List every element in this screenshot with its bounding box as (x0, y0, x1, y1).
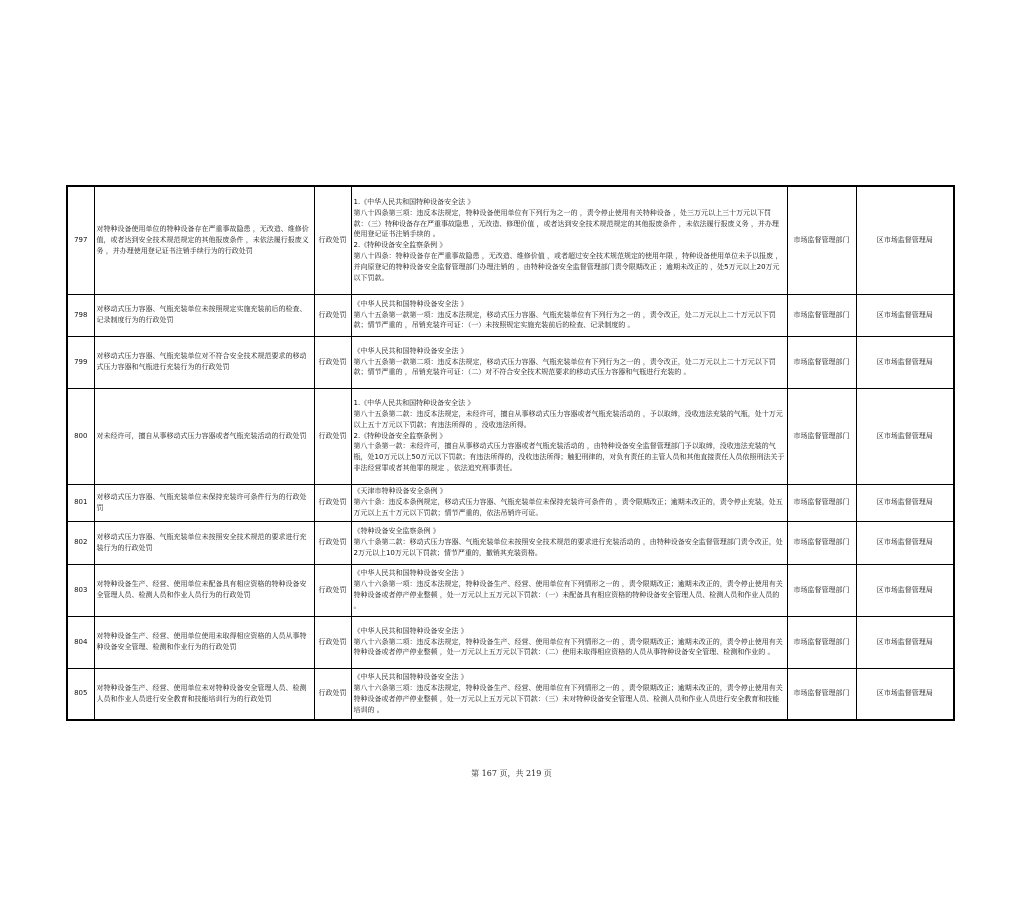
legal-basis: 《中华人民共和国特种设备安全法 》 第八十六条第一项：违反本法规定，特种设备生产、经营、使用单位有下列情形之一的 ，责令限期改正；逾期未改正的，责令停止使用有关特种设备或者停产停业整顿 ，处一万元以上五万元以下罚款：（一）未配备具有相应资格的特种设备安全管理人员、检测人员和作业人员的 。 (351, 564, 787, 616)
item-name: 对移动式压力容器、气瓶充装单位对不符合安全技术规范要求的移动式压力容器和气瓶进行充装行为的行政处罚 (94, 336, 314, 388)
table-row (67, 388, 954, 484)
implementing-level: 区市场监督管理局 (856, 564, 954, 616)
regulation-table (66, 185, 955, 721)
item-name: 对特种设备生产、经营、使用单位未对特种设备安全管理人员、检测人员和作业人员进行安全教育和技能培训行为的行政处罚 (94, 668, 314, 720)
item-name: 对特种设备生产、经营、使用单位未配备具有相应资格的特种设备安全管理人员、检测人员和作业人员行为的行政处罚 (94, 564, 314, 616)
row-number: 805 (67, 668, 94, 720)
legal-basis: 《中华人民共和国特种设备安全法 》 第八十五条第一款第一项：违反本法规定，移动式压力容器、气瓶充装单位有下列行为之一的 ，责令改正，处二万元以上二十万元以下罚款；情节严重的 ，吊销充装许可证：（一）未按照规定实施充装前后的检查、记录制度的 。 (351, 294, 787, 336)
row-number: 803 (67, 564, 94, 616)
legal-basis: 《中华人民共和国特种设备安全法 》 第八十六条第三项：违反本法规定，特种设备生产、经营、使用单位有下列情形之一的 ，责令限期改正；逾期未改正的，责令停止使用有关特种设备或者停产停业整顿 ，处一万元以上五万元以下罚款：（三）未对特种设备安全管理人员、检测人员和作业人员进行安全教育和技能培训的 。 (351, 668, 787, 720)
implementing-level: 区市场监督管理局 (856, 616, 954, 668)
row-number: 799 (67, 336, 94, 388)
item-type: 行政处罚 (314, 668, 351, 720)
legal-basis: 《中华人民共和国特种设备安全法 》 第八十六条第二项：违反本法规定，特种设备生产、经营、使用单位有下列情形之一的 ，责令限期改正；逾期未改正的，责令停止使用有关特种设备或者停产停业整顿 ，处一万元以上五万元以下罚款：（二）使用未取得相应资格的人员从事特种设备安全管理、检测和作业的 。 (351, 616, 787, 668)
department: 市场监督管理部门 (787, 616, 856, 668)
table-row (67, 186, 954, 294)
item-name: 对移动式压力容器、气瓶充装单位未保持充装许可条件行为的行政处罚 (94, 484, 314, 521)
row-number: 797 (67, 186, 94, 294)
item-type: 行政处罚 (314, 294, 351, 336)
item-type: 行政处罚 (314, 484, 351, 521)
table-row (67, 616, 954, 668)
table-body (67, 186, 954, 720)
implementing-level: 区市场监督管理局 (856, 668, 954, 720)
row-number: 801 (67, 484, 94, 521)
item-name: 对特种设备生产、经营、使用单位使用未取得相应资格的人员从事特种设备安全管理、检测和作业行为的行政处罚 (94, 616, 314, 668)
item-type: 行政处罚 (314, 564, 351, 616)
department: 市场监督管理部门 (787, 668, 856, 720)
department: 市场监督管理部门 (787, 484, 856, 521)
legal-basis: 1.《中华人民共和国特种设备安全法 》 第八十四条第三项：违反本法规定，特种设备使用单位有下列行为之一的 ，责令停止使用有关特种设备 ，处三万元以上三十万元以下罚款：（三）特种设备存在严重事故隐患 ，无改造、修理价值 ，或者达到安全技术规范规定的其他报废条件 ，未依法履行报废义务 ，并办理使用登记证书注销手续的 。 2.《特种设备安全监察条例 》 第八十四条：特种设备存在严重事故隐患 ，无改造、维修价值 ，或者超过安全技术规范规定的使用年限 ，特种设备使用单位未予以报废 ，并向原登记的特种设备安全监督管理部门办理注销的 ，由特种设备安全监督管理部门责令限期改正 ；逾期未改正的 ，处5万元以上20万元以下罚款。 (351, 186, 787, 294)
item-type: 行政处罚 (314, 336, 351, 388)
department: 市场监督管理部门 (787, 336, 856, 388)
item-type: 行政处罚 (314, 388, 351, 484)
implementing-level: 区市场监督管理局 (856, 521, 954, 564)
table-row (67, 521, 954, 564)
item-type: 行政处罚 (314, 521, 351, 564)
item-type: 行政处罚 (314, 616, 351, 668)
row-number: 804 (67, 616, 94, 668)
department: 市场监督管理部门 (787, 388, 856, 484)
table-row (67, 668, 954, 720)
row-number: 802 (67, 521, 94, 564)
department: 市场监督管理部门 (787, 186, 856, 294)
department: 市场监督管理部门 (787, 564, 856, 616)
item-name: 对特种设备使用单位的特种设备存在严重事故隐患 ，无改造、维修价值，或者达到安全技术规范规定的其他报废条件 ，未依法履行报废义务 ，并办理使用登记证书注销手续行为的行政处罚 (94, 186, 314, 294)
implementing-level: 区市场监督管理局 (856, 388, 954, 484)
legal-basis: 《特种设备安全监察条例 》 第八十条第二款：移动式压力容器、气瓶充装单位未按照安全技术规范的要求进行充装活动的 ，由特种设备安全监督管理部门责令改正，处2万元以上10万元以下罚款；情节严重的，撤销其充装资格。 (351, 521, 787, 564)
implementing-level: 区市场监督管理局 (856, 484, 954, 521)
table-row (67, 484, 954, 521)
row-number: 798 (67, 294, 94, 336)
table-row (67, 294, 954, 336)
item-type: 行政处罚 (314, 186, 351, 294)
table-row (67, 336, 954, 388)
legal-basis: 《天津市特种设备安全条例 》 第六十条：违反本条例规定，移动式压力容器、气瓶充装单位未保持充装许可条件的 ，责令限期改正；逾期未改正的，责令停止充装，处五万元以上五十万元以下罚款；情节严重的，依法吊销许可证。 (351, 484, 787, 521)
item-name: 对移动式压力容器、气瓶充装单位未按照安全技术规范的要求进行充装行为的行政处罚 (94, 521, 314, 564)
table-row (67, 564, 954, 616)
legal-basis: 1.《中华人民共和国特种设备安全法 》 第八十五条第二款：违反本法规定，未经许可，擅自从事移动式压力容器或者气瓶充装活动的 ，予以取缔，没收违法充装的气瓶，处十万元以上五十万元以下罚款；有违法所得的 ，没收违法所得。 2.《特种设备安全监察条例 》 第八十条第一款：未经许可，擅自从事移动式压力容器或者气瓶充装活动的 ，由特种设备安全监督管理部门予以取缔，没收违法充装的气瓶，处10万元以上50万元以下罚款；有违法所得的，没收违法所得；触犯刑律的，对负有责任的主管人员和其他直接责任人员依照刑法关于非法经营罪或者其他罪的规定 ，依法追究刑事责任。 (351, 388, 787, 484)
implementing-level: 区市场监督管理局 (856, 336, 954, 388)
department: 市场监督管理部门 (787, 521, 856, 564)
implementing-level: 区市场监督管理局 (856, 294, 954, 336)
page-number: 第 167 页，共 219 页 (471, 769, 552, 778)
item-name: 对未经许可，擅自从事移动式压力容器或者气瓶充装活动的行政处罚 (94, 388, 314, 484)
item-name: 对移动式压力容器、气瓶充装单位未按照规定实施充装前后的检查、记录制度行为的行政处罚 (94, 294, 314, 336)
implementing-level: 区市场监督管理局 (856, 186, 954, 294)
department: 市场监督管理部门 (787, 294, 856, 336)
row-number: 800 (67, 388, 94, 484)
legal-basis: 《中华人民共和国特种设备安全法 》 第八十五条第一款第二项：违反本法规定，移动式压力容器、气瓶充装单位有下列行为之一的 ，责令改正，处二万元以上二十万元以下罚款；情节严重的 ，吊销充装许可证：（二）对不符合安全技术规范要求的移动式压力容器和气瓶进行充装的 。 (351, 336, 787, 388)
